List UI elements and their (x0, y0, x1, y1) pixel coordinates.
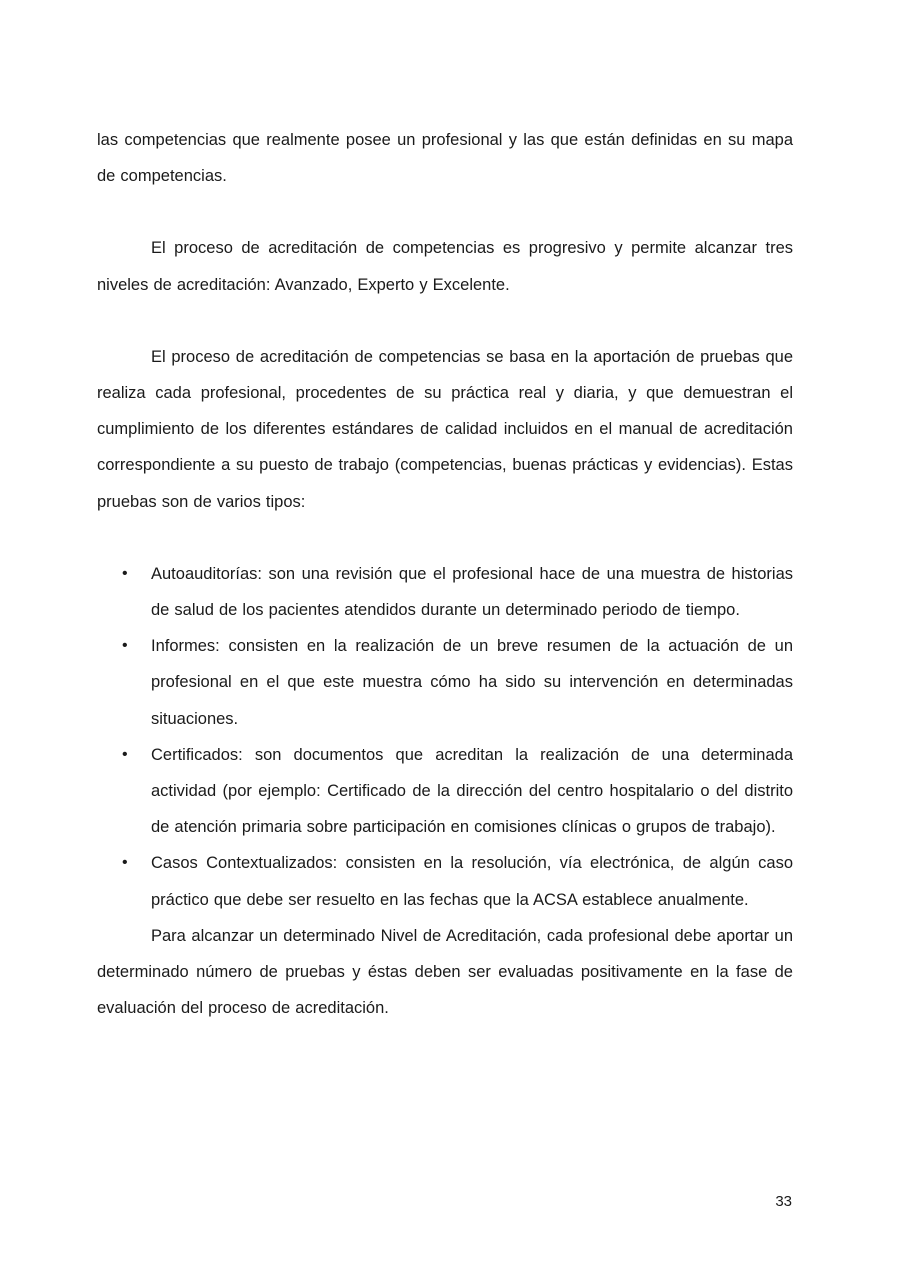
bullet-icon: • (122, 854, 128, 872)
list-item (97, 737, 793, 846)
list-item (97, 556, 793, 628)
list-item-text: Autoauditorías: son una revisión que el profesional hace de una muestra de historias de salud de los pacientes atendidos durante un determinado periodo de tiempo. (151, 564, 793, 620)
list-item (97, 845, 793, 917)
bullet-icon: • (122, 745, 128, 763)
list-item (97, 628, 793, 737)
evidence-types-list (97, 556, 793, 918)
page-number: 33 (775, 1193, 792, 1210)
list-item-text: Informes: consisten en la realización de un breve resumen de la actuación de un profesional en el que este muestra cómo ha sido su intervención en determinadas situaciones. (151, 637, 793, 728)
paragraph-levels: El proceso de acreditación de competencias es progresivo y permite alcanzar tres niveles de acreditación: Avanzado, Experto y Excelente. (97, 239, 793, 294)
bullet-icon: • (122, 637, 128, 655)
paragraph-evidence: El proceso de acreditación de competencias se basa en la aportación de pruebas que realiza cada profesional, procedentes de su práctica real y diaria, y que demuestran el cumplimiento de los diferentes estándares de calidad incluidos en el manual de acreditación correspondiente a su puesto de trabajo (competencias, buenas prácticas y evidencias). Estas pruebas son de varios tipos: (97, 347, 793, 511)
document-page (97, 122, 793, 1026)
list-item-text: Casos Contextualizados: consisten en la resolución, vía electrónica, de algún caso práctico que debe ser resuelto en las fechas que la ACSA establece anualmente. (151, 854, 793, 909)
list-item-text: Certificados: son documentos que acreditan la realización de una determinada actividad (por ejemplo: Certificado de la dirección del centro hospitalario o del distrito de atención primaria sobre participación en comisiones clínicas o grupos de trabajo). (151, 745, 793, 837)
bullet-icon: • (122, 564, 128, 582)
paragraph-continuation: las competencias que realmente posee un profesional y las que están definidas en su mapa de competencias. (97, 131, 793, 186)
paragraph-closing: Para alcanzar un determinado Nivel de Acreditación, cada profesional debe aportar un determinado número de pruebas y éstas deben ser evaluadas positivamente en la fase de evaluación del proceso de acreditación. (97, 926, 793, 1018)
